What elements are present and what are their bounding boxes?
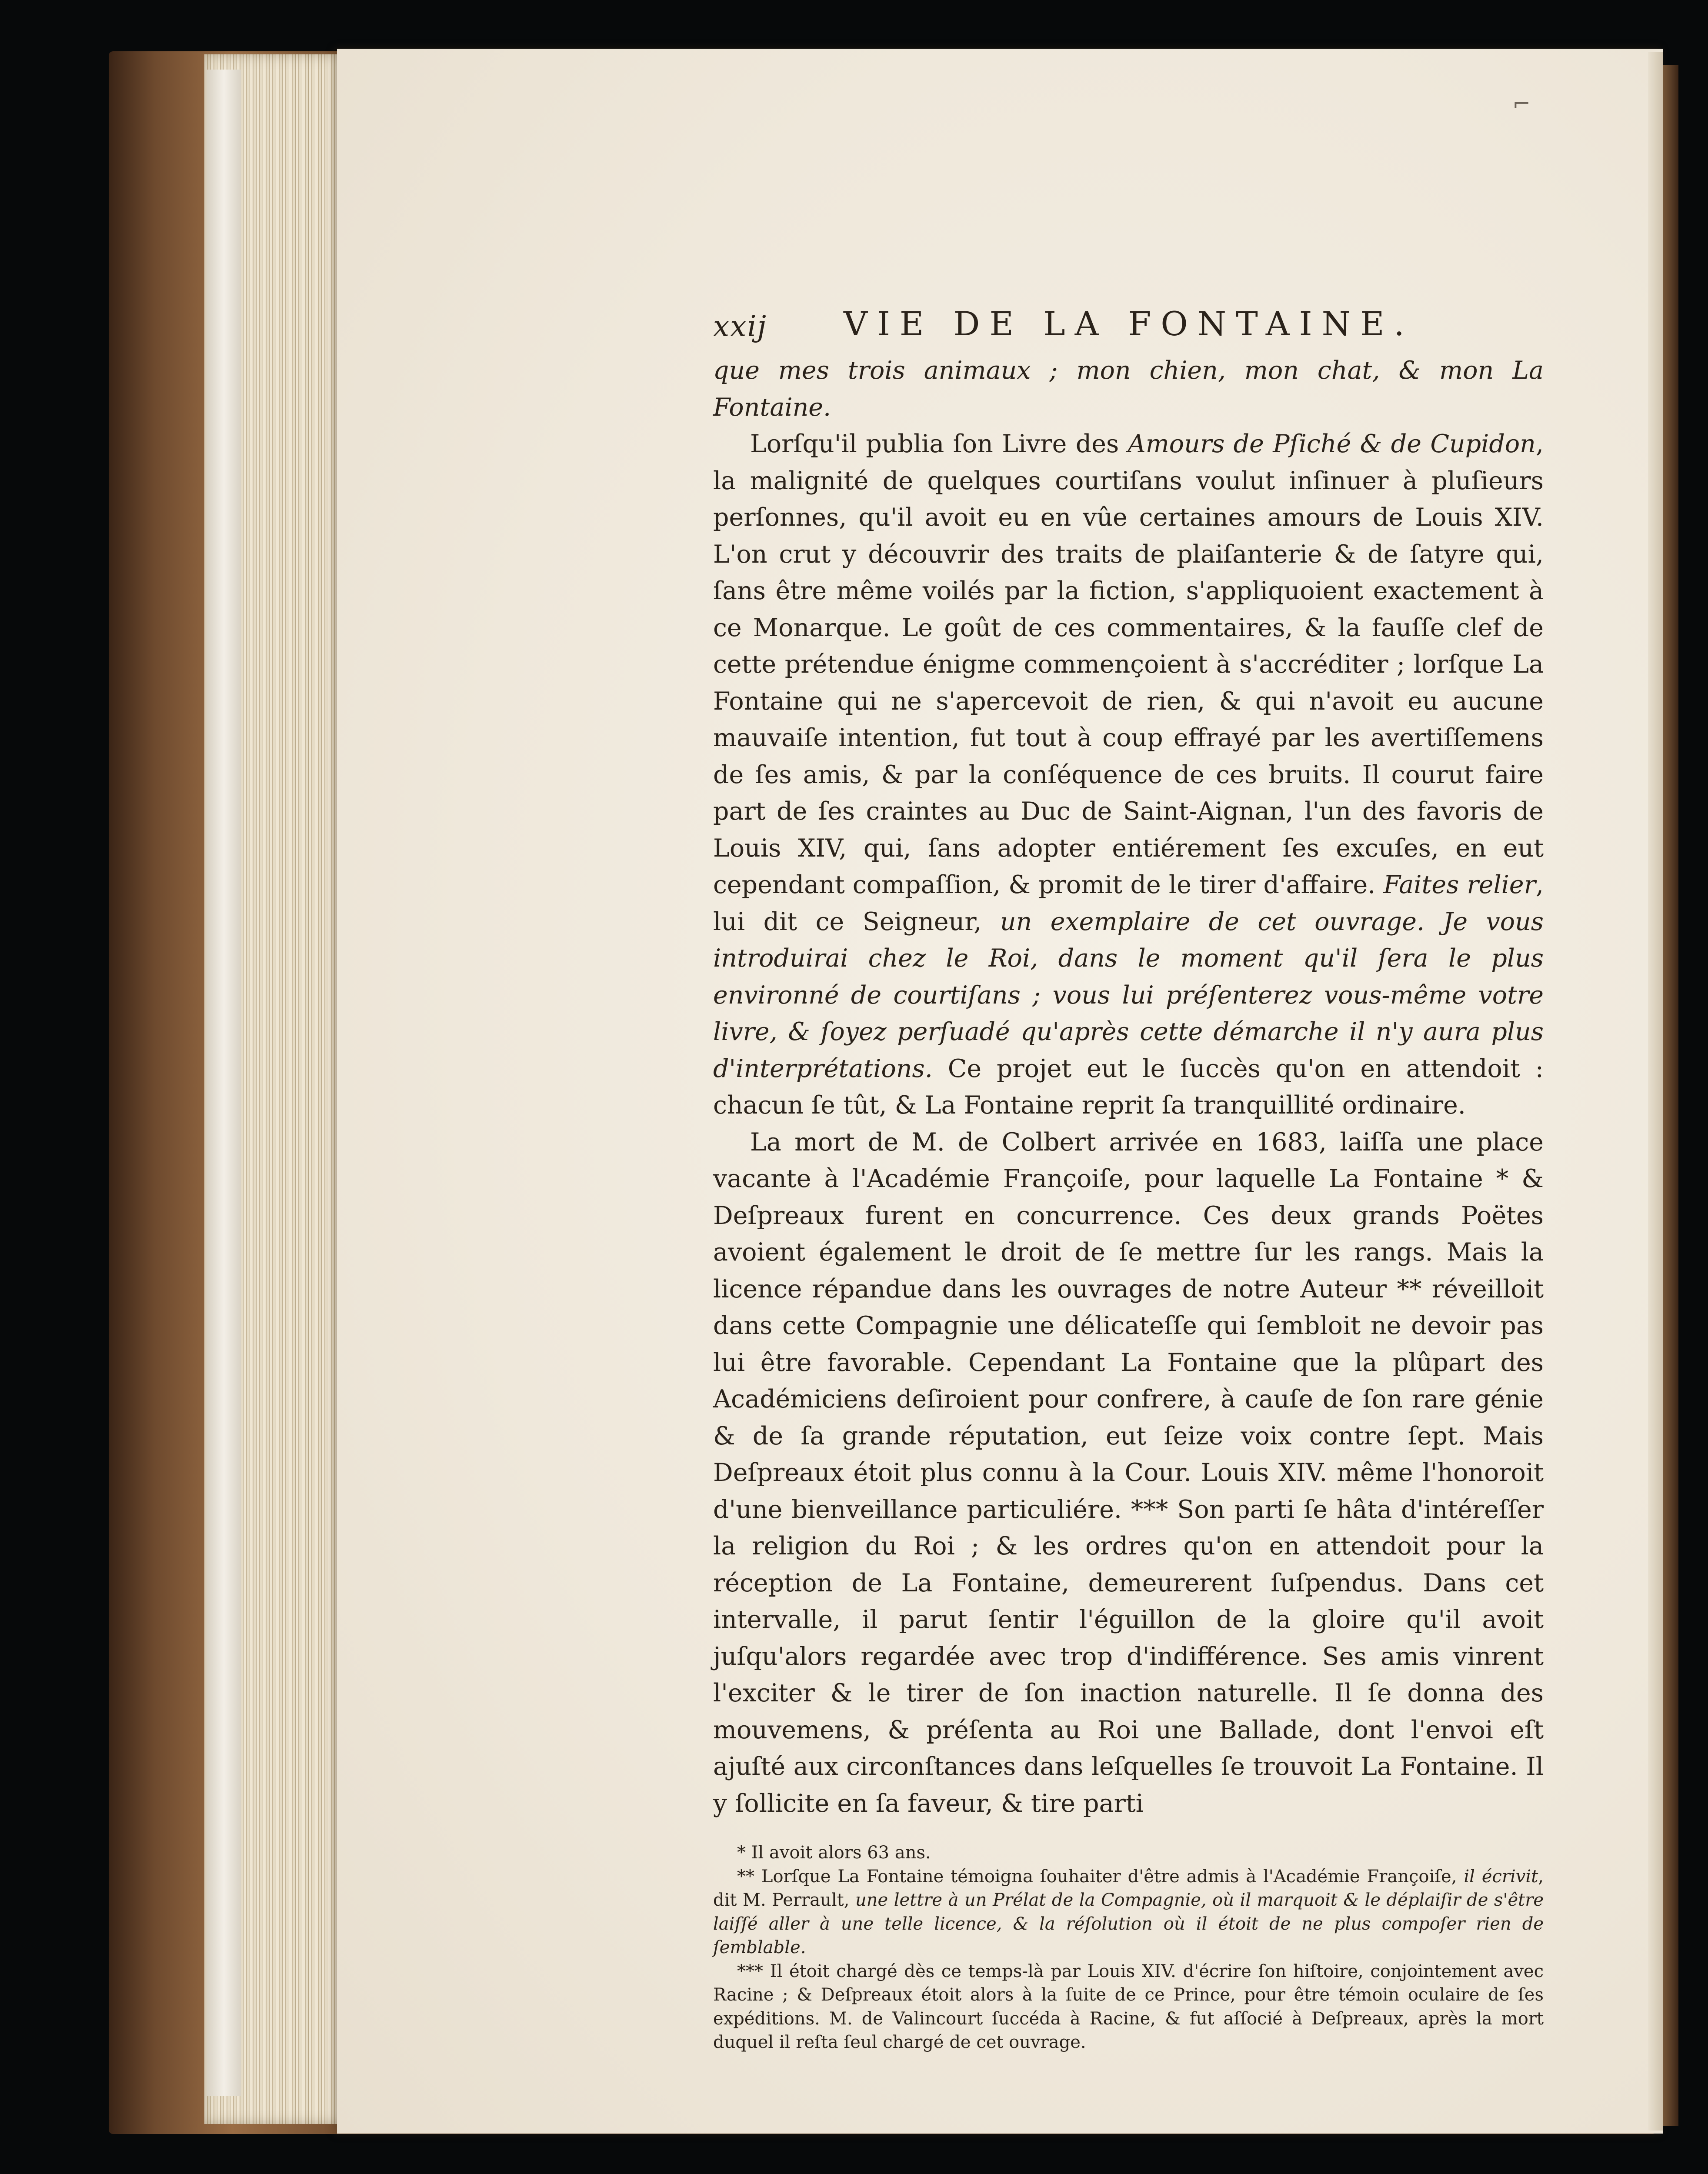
p2-book-title: Amours de Pſiché & de Cupidon xyxy=(1128,430,1536,458)
paragraph-1: que mes trois animaux ; mon chien, mon chat, & mon La Fontaine. xyxy=(713,356,1544,422)
p2-text-c: , la malignité de quelques courtiſans voulut inſinuer à pluſieurs perſonnes, qu'il avoit eu en vûe certaines amours de Louis XIV. L'on crut y découvrir des traits de plaiſanterie & de ſatyre qui, ſans être même voilés par la fiction, s'appliquoient exactement à ce Monarque. Le goût de ces commentaires, & la fauſſe clef de cette prétendue énigme commençoient à s'accréditer ; lorſque La Fontaine qui ne s'apercevoit de rien, & qui n'avoit eu aucune mauvaiſe intention, fut tout à coup effrayé par les avertiſſemens de ſes amis, & par la conſéquence de ces bruits. Il courut faire part de ſes craintes au Duc de Saint-Aignan, l'un des favoris de Louis XIV, qui, ſans adopter entiérement ſes excuſes, en eut cependant compaſſion, & promit de le tirer d'affaire. xyxy=(713,430,1544,899)
p2-quote-b: un exemplaire de cet ouvrage. Je vous introduirai chez le Roi, dans le moment qu'il ſera le plus environné de courtiſans ; vous lui préſenterez vous-même votre livre, & ſoyez perſuadé qu'après cette démarche il n'y aura plus d'interprétations. xyxy=(713,907,1544,1083)
fn2-text-d: une lettre à un Prélat de la Compagnie, où il marquoit & le déplaiſir de s'être laiſſé aller à une telle licence, & la réſolution où il étoit de ne plus compoſer rien de ſemblable. xyxy=(713,1890,1544,1957)
p2-text-e: , lui dit ce Seigneur, xyxy=(713,870,1544,936)
fn2-text-b: il écrivit xyxy=(1464,1866,1538,1887)
paragraph-3: La mort de M. de Colbert arrivée en 1683, laiſſa une place vacante à l'Académie Françoiſe, pour laquelle La Fontaine * & Deſpreaux furent en concurrence. Ces deux grands Poëtes avoient également le droit de ſe mettre ſur les rangs. Mais la licence répandue dans les ouvrages de notre Auteur ** réveilloit dans cette Compagnie une délicateſſe qui ſembloit ne devoir pas lui être favorable. Cependant La Fontaine que la plûpart des Académiciens deſiroient pour confrere, à cauſe de ſon rare génie & de ſa grande réputation, eut ſeize voix contre ſept. Mais Deſpreaux étoit plus connu à la Cour. Louis XIV. même l'honoroit d'une bienveillance particuliére. *** Son parti ſe hâta d'intéreſſer la religion du Roi ; & les ordres qu'on en attendoit pour la réception de La Fontaine, demeurerent ſuſpendus. Dans cet intervalle, il parut ſentir l'éguillon de la gloire qu'il avoit juſqu'alors regardée avec trop d'indifférence. Ses amis vinrent l'exciter & le tirer de ſon inaction naturelle. Il ſe donna des mouvemens, & préſenta au Roi une Ballade, dont l'envoi eſt ajuſté aux circonſtances dans leſquelles ſe trouvoit La Fontaine. Il y ſollicite en ſa faveur, & tire parti xyxy=(713,1127,1544,1818)
running-head xyxy=(713,304,1544,352)
page-edges-outer xyxy=(207,70,241,2096)
footnote-2 xyxy=(713,1865,1544,1960)
footnote-3: *** Il étoit chargé dès ce temps-là par Louis XIV. d'écrire ſon hiſtoire, conjointement avec Racine ; & Deſpreaux étoit alors à la ſuite de ce Prince, pour être témoin oculaire de ſes expéditions. M. de Valincourt ſuccéda à Racine, & fut aſſocié à Deſpreaux, après la mort duquel il reſta ſeul chargé de cet ouvrage. xyxy=(713,1961,1544,2052)
fn2-text-c: , dit M. Perrault, xyxy=(713,1866,1544,1910)
p2-quote-a: Faites relier xyxy=(1383,870,1536,899)
body-text xyxy=(713,352,1544,1822)
footnotes xyxy=(713,1841,1544,2054)
fn2-text-a: ** Lorſque La Fontaine témoigna ſouhaiter d'être admis à l'Académie Françoiſe, xyxy=(737,1866,1464,1887)
text-column xyxy=(713,304,1544,2054)
page-number: xxij xyxy=(713,310,767,343)
p2-text-a: Lorſqu'il publia ſon Livre des xyxy=(750,430,1128,458)
page-title: VIE DE LA FONTAINE. xyxy=(844,304,1414,343)
footnote-1: * Il avoit alors 63 ans. xyxy=(737,1843,931,1863)
paper-mark: ⌐ xyxy=(1512,91,1531,117)
paragraph-2 xyxy=(713,426,1544,1124)
page-fold xyxy=(1648,52,1663,2131)
p2-text-g: Ce projet eut le ſuccès qu'on en attendoit : chacun ſe tût, & La Fontaine reprit ſa tranquillité ordinaire. xyxy=(713,1054,1544,1120)
